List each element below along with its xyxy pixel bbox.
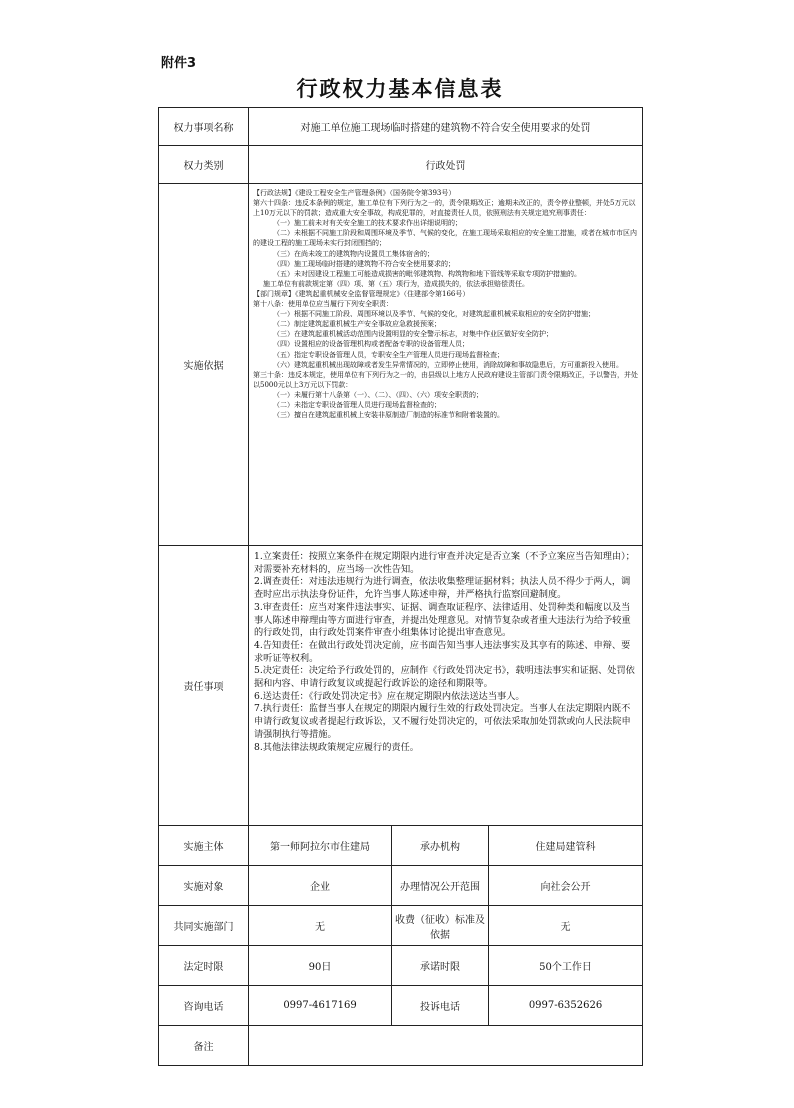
duty-item: 1.立案责任：按照立案条件在规定期限内进行审查并决定是否立案（不予立案应当告知理由）；对需要补充材料的，应当场一次性告知。 bbox=[254, 551, 635, 575]
disclosure-label: 办理情况公开范围 bbox=[392, 866, 489, 906]
basis-line: 第六十四条：违反本条例的规定，施工单位有下列行为之一的，责令限期改正；逾期未改正的，责令停业整顿，并处5万元以上10万元以下的罚款；造成重大安全事故，构成犯罪的，对直接责任人员，依照刑法有关规定追究刑事责任： bbox=[253, 199, 636, 218]
basis-label: 实施依据 bbox=[159, 184, 249, 546]
time-limit-label: 法定时限 bbox=[159, 946, 249, 986]
basis-line: （四）施工现场临时搭建的建筑物不符合安全使用要求的； bbox=[273, 259, 455, 268]
basis-line: （三）在建筑起重机械活动范围内设置明显的安全警示标志，对集中作业区做好安全防护； bbox=[273, 330, 553, 339]
category-label: 权力类别 bbox=[159, 146, 249, 184]
row-item-name bbox=[159, 108, 643, 146]
duty-item: 8.其他法律法规政策规定应履行的责任。 bbox=[254, 741, 419, 753]
basis-line: （二）制定建筑起重机械生产安全事故应急救援预案； bbox=[273, 320, 441, 329]
category-value: 行政处罚 bbox=[249, 146, 643, 184]
duties-label: 责任事项 bbox=[159, 546, 249, 826]
basis-content bbox=[249, 184, 643, 546]
basis-line: 第三十条：违反本规定，使用单位有下列行为之一的，由县级以上地方人民政府建设主管部门责令限期改正，予以警告，并处以5000元以上3万元以下罚款： bbox=[253, 370, 638, 389]
row-duties bbox=[159, 546, 643, 826]
target-value: 企业 bbox=[249, 866, 392, 906]
consult-phone-value: 0997-4617169 bbox=[249, 986, 392, 1026]
fee-value: 无 bbox=[489, 906, 643, 946]
row-category bbox=[159, 146, 643, 184]
row-phone bbox=[159, 986, 643, 1026]
row-basis bbox=[159, 184, 643, 546]
row-department bbox=[159, 906, 643, 946]
agency-label: 承办机构 bbox=[392, 826, 489, 866]
info-table bbox=[158, 107, 643, 1066]
basis-line: 【部门规章】《建筑起重机械安全监督管理规定》（住建部令第166号） bbox=[253, 289, 470, 298]
remark-value bbox=[249, 1026, 643, 1066]
time-limit-value: 90日 bbox=[249, 946, 392, 986]
basis-line: （五）指定专职设备管理人员，专职安全生产管理人员进行现场监督检查； bbox=[273, 350, 504, 359]
basis-line: （四）设置相应的设备管理机构或者配备专职的设备管理人员； bbox=[273, 340, 469, 349]
department-label: 共同实施部门 bbox=[159, 906, 249, 946]
basis-line: （二）未根据不同施工阶段和周围环境及季节、气候的变化，在施工现场采取相应的安全施工措施，或者在城市市区内的建设工程的施工现场未实行封闭围挡的； bbox=[253, 229, 637, 248]
basis-line: （五）未对因建设工程施工可能造成损害的毗邻建筑物、构筑物和地下管线等采取专项防护措施的。 bbox=[273, 269, 581, 278]
item-name-value: 对施工单位施工现场临时搭建的建筑物不符合安全使用要求的处罚 bbox=[249, 108, 643, 146]
duty-item: 2.调查责任：对违法违规行为进行调查，依法收集整理证据材料；执法人员不得少于两人，调查时应出示执法身份证件，允许当事人陈述申辩，并严格执行监察回避制度。 bbox=[254, 576, 631, 601]
complaint-phone-label: 投诉电话 bbox=[392, 986, 489, 1026]
basis-line: （一）未履行第十八条第（一）、（二）、（四）、（六）项安全职责的； bbox=[273, 390, 483, 399]
basis-line: （三）擅自在建筑起重机械上安装非原制造厂制造的标准节和附着装置的。 bbox=[273, 411, 504, 420]
complaint-phone-value: 0997-6352626 bbox=[489, 986, 643, 1026]
disclosure-value: 向社会公开 bbox=[489, 866, 643, 906]
duty-item: 7.执行责任：监督当事人在规定的期限内履行生效的行政处罚决定。当事人在法定期限内既不申请行政复议或者提起行政诉讼，又不履行处罚决定的，可依法采取加处罚款或向人民法院申请强制执行等措施。 bbox=[254, 703, 631, 740]
promise-limit-label: 承诺时限 bbox=[392, 946, 489, 986]
duties-content bbox=[249, 546, 643, 826]
basis-line: （三）在尚未竣工的建筑物内设置员工集体宿舍的； bbox=[273, 249, 434, 258]
department-value: 无 bbox=[249, 906, 392, 946]
basis-line: （一）施工前未对有关安全施工的技术要求作出详细说明的； bbox=[273, 219, 462, 228]
row-target bbox=[159, 866, 643, 906]
item-name-label: 权力事项名称 bbox=[159, 108, 249, 146]
basis-line: 施工单位有前款规定第（四）项、第（五）项行为，造成损失的，依法承担赔偿责任。 bbox=[263, 279, 529, 288]
agency-value: 住建局建管科 bbox=[489, 826, 643, 866]
basis-line: 第十八条：使用单位应当履行下列安全职责： bbox=[253, 300, 393, 309]
attachment-label: 附件3 bbox=[161, 56, 197, 71]
row-remark bbox=[159, 1026, 643, 1066]
remark-label: 备注 bbox=[159, 1026, 249, 1066]
basis-line: 【行政法规】《建设工程安全生产管理条例》（国务院令第393号） bbox=[253, 189, 456, 197]
basis-line: （六）建筑起重机械出现故障或者发生异常情况的，立即停止使用，消除故障和事故隐患后，方可重新投入使用。 bbox=[273, 360, 623, 369]
fee-label: 收费（征收）标准及依据 bbox=[392, 906, 489, 946]
subject-value: 第一师阿拉尔市住建局 bbox=[249, 826, 392, 866]
duty-item: 5.决定责任：决定给予行政处罚的，应制作《行政处罚决定书》，载明违法事实和证据、处罚依据和内容、申请行政复议或提起行政诉讼的途径和期限等。 bbox=[254, 665, 635, 690]
row-time-limit bbox=[159, 946, 643, 986]
target-label: 实施对象 bbox=[159, 866, 249, 906]
subject-label: 实施主体 bbox=[159, 826, 249, 866]
duty-item: 6.送达责任：《行政处罚决定书》应在规定期限内依法送达当事人。 bbox=[254, 690, 525, 702]
duty-item: 3.审查责任：应当对案件违法事实、证据、调查取证程序、法律适用、处罚种类和幅度以及当事人陈述申辩理由等方面进行审查，并提出处理意见。对情节复杂或者重大违法行为给予较重的行政处罚，由行政处罚案件审查小组集体讨论提出审查意见。 bbox=[254, 601, 631, 639]
duty-item: 4.告知责任：在做出行政处罚决定前，应书面告知当事人违法事实及其享有的陈述、申辩、要求听证等权利。 bbox=[254, 639, 631, 664]
promise-limit-value: 50个工作日 bbox=[489, 946, 643, 986]
consult-phone-label: 咨询电话 bbox=[159, 986, 249, 1026]
basis-line: （一）根据不同施工阶段、周围环境以及季节、气候的变化，对建筑起重机械采取相应的安全防护措施； bbox=[273, 310, 595, 319]
basis-line: （二）未指定专职设备管理人员进行现场监督检查的； bbox=[273, 400, 441, 409]
page-title: 行政权力基本信息表 bbox=[296, 76, 504, 101]
row-subject bbox=[159, 826, 643, 866]
